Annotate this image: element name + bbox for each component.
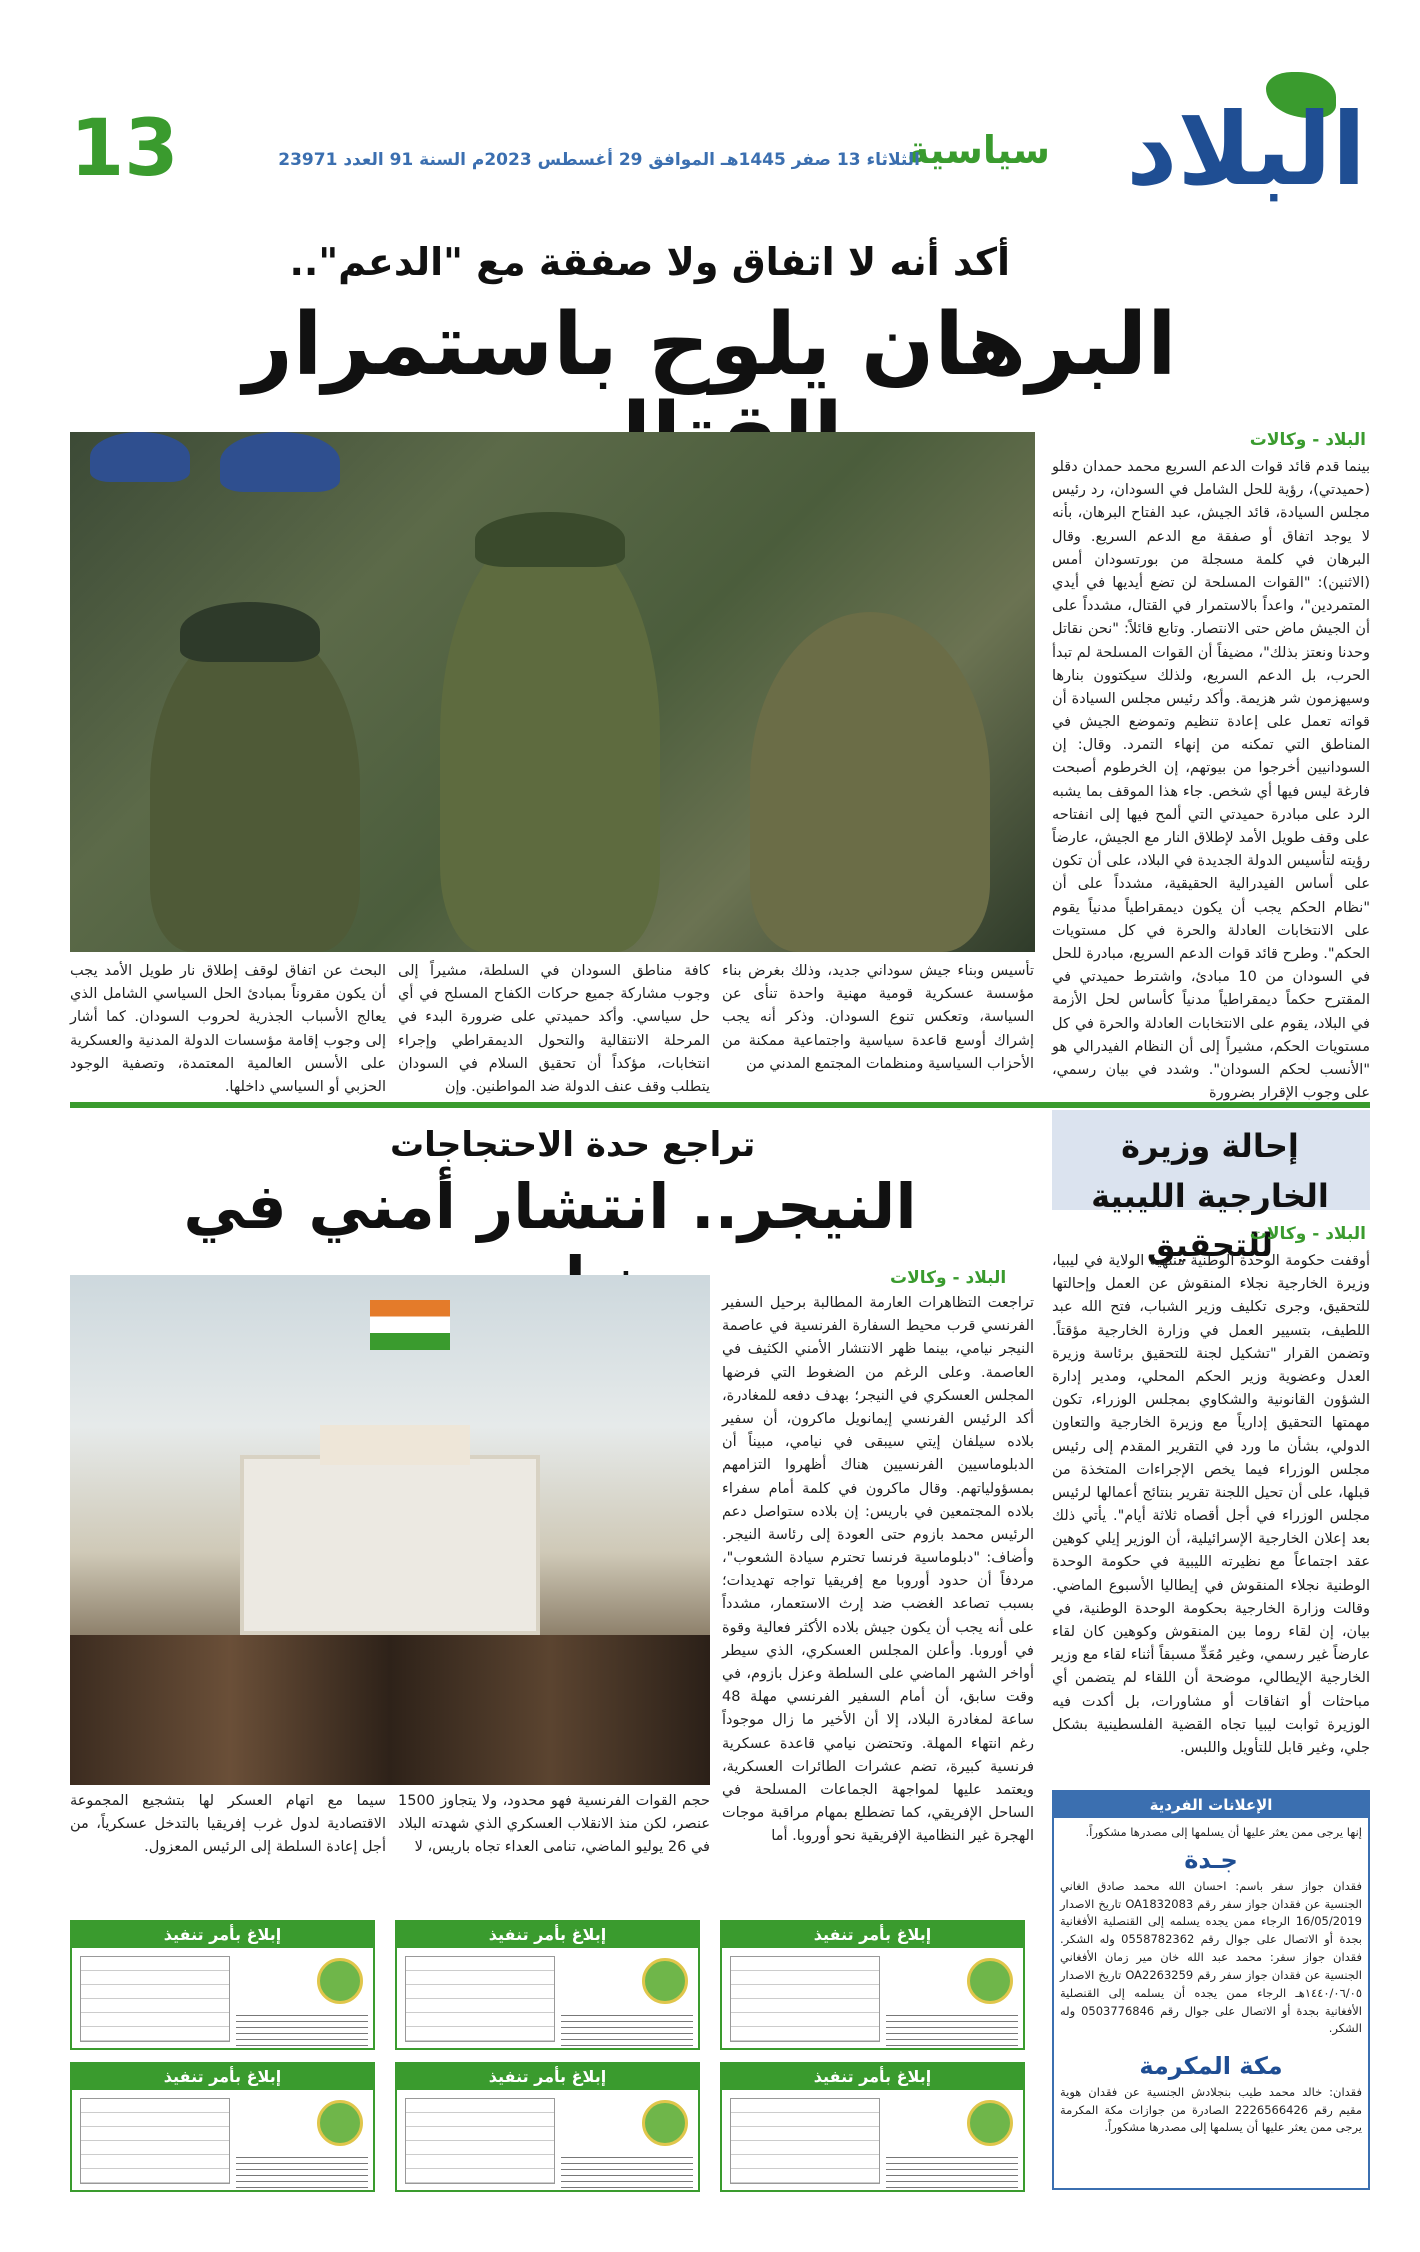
newspaper-logo [1066, 80, 1366, 210]
notice-table [80, 2098, 230, 2184]
story1-column-a: تأسيس وبناء جيش سوداني جديد، وذلك بغرض بناء مؤسسة عسكرية قومية مهنية واحدة تنأى عن السياسة، وتعكس تنوع السودان. وذكر أنه يجب إشراك أوسع قاعدة سياسية واجتماعية ممكنة من الأحزاب السياسية ومنظمات المجتمع المدني من [722, 963, 1034, 1072]
story2-headline: النيجر.. انتشار أمني في [183, 1170, 917, 1243]
court-seal-icon [642, 1958, 688, 2004]
classifieds-box [1052, 1790, 1370, 2190]
dateline: الثلاثاء 13 صفر 1445هـ الموافق 29 أغسطس 2023م السنة 91 العدد 23971 [278, 150, 920, 170]
story3-headline: إحالة وزيرة الخارجية الليبية للتحقيق [1091, 1127, 1329, 1265]
page-number: 13 [70, 104, 179, 194]
story1-column-right: بينما قدم قائد قوات الدعم السريع محمد حمدان دقلو (حميدتي)، رؤية للحل الشامل في السودان، رد رئيس مجلس السيادة، قائد الجيش، عبد الفتاح البرهان، بأنه لا يوجد اتفاق أو صفقة مع الدعم السريع. وقال البرهان في كلمة مسجلة من بورتسودان أمس (الاثنين): "القوات المسلحة لن تضع أيديها في أيدي المتمردين"، واعداً بالاستمرار في القتال، مشدداً على أن الجيش ماض حتى الانتصار. وتابع قائلاً: "نحن نقاتل وحدنا ونعتز بذلك"، مضيفاً أن القوات المسلحة لم تبدأ الحرب، بل الدعم السريع، ولذلك سيكتوون بنارها وسيهزمون شر هزيمة. وأكد رئيس مجلس السيادة أن قواته تعمل على إعادة تنظيم وتموضع الجيش في المناطق التي تمكنه من إنهاء التمرد. وقال: إن السودانيين أخرجوا من بيوتهم، إن الخرطوم أصبحت فارغة ليس فيها أي شخص. جاء هذا الموقف بما يشبه الرد على مبادرة حميدتي التي ألمح فيها إلى انفتاحه على وقف طويل الأمد لإطلاق النار مع الجيش، عارضاً رؤيته لتأسيس الدولة الجديدة في البلاد، على أن تكون على أساس الفيدرالية الحقيقية، مشدداً على أن "نظام الحكم يجب أن يكون ديمقراطياً مدنياً يقوم على الانتخابات العادلة والحرة في كل مستويات الحكم". وطرح قائد قوات الدعم السريع، مبادرة للحل في السودان من 10 مبادئ، واشترط حميدتي في المقترح حكماً ديمقراطياً مدنياً كأساس لحل الأزمة في البلاد، يقوم على الانتخابات العادلة والحرة في كل مستويات الحكم، مشيراً إلى أن النظام الفيدرالي هو "الأنسب لحكم السودان". وشدد في بيان رسمي، على وجوب الإقرار بضرورة [1052, 459, 1371, 1102]
court-seal-icon [967, 2100, 1013, 2146]
classifieds-intro: إنها يرجى ممن يعثر عليها أن يسلمها إلى مصدرها مشكوراً. [1085, 1825, 1362, 1839]
execution-notice-6 [70, 2062, 375, 2192]
logo-text: البلاد [1126, 91, 1366, 208]
notice-title: إبلاغ بأمر تنفيذ [397, 2064, 698, 2090]
story3-body: أوقفت حكومة الوحدة الوطنية منتهية الولاية في ليبيا، وزيرة الخارجية نجلاء المنقوش عن العمل وإحالتها للتحقيق، وجرى تكليف وزير الشباب، فتح الله عبد اللطيف، بتسيير العمل في وزارة الخارجية مؤقتاً. وتضمن القرار "تشكيل لجنة للتحقيق برئاسة وزيرة العدل وعضوية وزير الحكم المحلي، ومدير إدارة الشؤون القانونية والشكاوي بمجلس الوزراء، تكون مهمتها التحقيق إدارياً مع وزيرة الخارجية والتعاون الدولي، بشأن ما ورد في التقرير المقدم إلى رئيس مجلس الوزراء فيما يخص الإجراءات المتخذة من قبلها، على أن تحيل اللجنة تقرير بنتائج أعمالها لرئيس مجلس الوزراء في أجل أقصاه ثلاثة أيام". يأتي ذلك بعد إعلان الخارجية الإسرائيلية، أن الوزير إيلي كوهين عقد اجتماعاً مع نظيرته الليبية في حكومة الوحدة الوطنية نجلاء المنقوش في إيطاليا الأسبوع الماضي. وقالت وزارة الخارجية بحكومة الوحدة الوطنية، في بيان، إن لقاء روما بين المنقوش وكوهين كان لقاء عارضاً غير رسمي، وغير مُعَدٍّ مسبقاً أثناء لقاء مع وزير الخارجية الإيطالي، موضحة أن اللقاء لم يتضمن أي مباحثات أو اتفاقات أو مشاورات، بل أكدت فيه الوزيرة ثوابت ليبيا تجاه القضية الفلسطينية بشكل جلي، وغير قابل للتأويل واللبس. [1052, 1253, 1370, 1756]
classifieds-city-makkah: مكة المكرمة [1139, 2051, 1283, 2080]
notice-title: إبلاغ بأمر تنفيذ [397, 1922, 698, 1948]
notice-text [236, 2152, 368, 2188]
execution-notice-3 [70, 1920, 375, 2050]
notice-title: إبلاغ بأمر تنفيذ [722, 2064, 1023, 2090]
notice-title: إبلاغ بأمر تنفيذ [72, 2064, 373, 2090]
story1-photo [70, 432, 1035, 952]
execution-notice-1 [720, 1920, 1025, 2050]
story2-column-a: حجم القوات الفرنسية فهو محدود، ولا يتجاوز 1500 عنصر، لكن منذ الانقلاب العسكري الذي شهدته البلاد في 26 يوليو الماضي، تنامى العداء تجاه باريس، لا [398, 1793, 710, 1856]
section-divider [70, 1102, 1370, 1108]
notice-table [730, 2098, 880, 2184]
story1-headline: البرهان يلوح باستمرار [243, 295, 1177, 395]
photo-figure [440, 522, 660, 952]
photo-figure [475, 512, 625, 567]
notice-text [561, 2010, 693, 2046]
execution-notice-4 [720, 2062, 1025, 2192]
court-seal-icon [967, 1958, 1013, 2004]
court-seal-icon [642, 2100, 688, 2146]
notice-text [886, 2010, 1018, 2046]
story1-kicker: أكد أنه لا اتفاق ولا صفقة مع "الدعم".. [289, 240, 1010, 284]
execution-notice-2 [395, 1920, 700, 2050]
photo-figure [750, 612, 990, 952]
photo-figure [220, 432, 340, 492]
notice-title: إبلاغ بأمر تنفيذ [72, 1922, 373, 1948]
story2-photo [70, 1275, 710, 1780]
notice-table [405, 2098, 555, 2184]
story3-byline: البلاد - وكالات [1249, 1224, 1366, 1244]
notice-table [80, 1956, 230, 2042]
photo-building [240, 1455, 540, 1635]
story2-column-right: تراجعت التظاهرات العارمة المطالبة برحيل السفير الفرنسي قرب محيط السفارة الفرنسية في عاصمة النيجر نيامي، بينما ظهر الانتشار الأمني الكثيف في العاصمة. وعلى الرغم من الضغوط التي فرضها المجلس العسكري في النيجر؛ بهدف دفعه للمغادرة، أكد الرئيس الفرنسي إيمانويل ماكرون، أن سفير بلاده سيلفان إيتي سيبقى في نيامي، مبيناً أن الدبلوماسيين الفرنسيين هناك أظهروا التزامهم بمسؤولياتهم. وقال ماكرون في كلمة أمام سفراء بلاده المجتمعين في باريس: إن بلاده ستواصل دعم الرئيس محمد بازوم حتى العودة إلى رئاسة النيجر. وأضاف: "دبلوماسية فرنسا تحترم سيادة الشعوب"، مردفاً أن حدود أوروبا مع إفريقيا تواجه تهديدات؛ بسبب تصاعد الغضب ضد إرث الاستعمار، مشدداً على أنه يجب أن يكون جيش بلاده الأكثر فعالية وقوة في أوروبا. وأعلن المجلس العسكري، الذي سيطر أواخر الشهر الماضي على السلطة وعزل بازوم، في وقت سابق، أن أمام السفير الفرنسي مهلة 48 ساعة لمغادرة البلاد، إلا أن الأخير ما زال موجوداً رغم انتهاء المهلة. وتحتضن نيامي قاعدة عسكرية فرنسية كبيرة، تضم عشرات الطائرات العسكرية، ويعتمد عليها لمواجهة الجماعات المسلحة في الساحل الإفريقي، كما تضطلع بمهام مراقبة موجات الهجرة غير النظامية الإفريقية نحو أوروبا. أما [722, 1295, 1034, 1845]
notice-text [236, 2010, 368, 2046]
photo-arch [320, 1425, 470, 1465]
execution-notice-5 [395, 2062, 700, 2192]
classifieds-title: الإعلانات الفردية [1054, 1792, 1368, 1818]
notice-text [561, 2152, 693, 2188]
notice-table [405, 1956, 555, 2042]
story2-kicker: تراجع حدة الاحتجاجات [390, 1125, 756, 1165]
story1-column-b: كافة مناطق السودان في السلطة، مشيراً إلى وجوب مشاركة جميع حركات الكفاح المسلح في أي حل سياسي. وأكد حميدتي على ضرورة البدء في المرحلة الانتقالية والتحول الديمقراطي وإجراء انتخابات، مؤكداً أن تحقيق السلام في السودان يتطلب وقف عنف الدولة ضد المواطنين. وإن [398, 963, 710, 1095]
story2-column-b: سيما مع اتهام العسكر لها بتشجيع المجموعة الاقتصادية لدول غرب إفريقيا بالتدخل عسكرياً، من أجل إعادة السلطة إلى الرئيس المعزول. [70, 1793, 386, 1856]
story1-column-c: البحث عن اتفاق لوقف إطلاق نار طويل الأمد يجب أن يكون مقروناً بمبادئ الحل السياسي الشامل الذي يعالج الأسباب الجذرية لحروب السودان. كما أشار إلى وجوب إقامة مؤسسات الدولة المدنية والعسكرية على الأسس العالمية المعتمدة، وتصفية الوجود الحزبي أو السياسي داخلها. [70, 963, 386, 1095]
section-label: سياسية [906, 128, 1050, 172]
classifieds-text-makkah: فقدان: خالد محمد طيب بنجلادش الجنسية عن فقدان هوية مقيم رقم 2226566426 الصادرة من جوازات مكة المكرمة يرجى ممن يعثر عليها أن يسلمها إلى مصدرها مشكوراً. [1060, 2084, 1363, 2135]
photo-figure [150, 622, 360, 952]
photo-figure [90, 432, 190, 482]
court-seal-icon [317, 1958, 363, 2004]
notice-table [730, 1956, 880, 2042]
classifieds-text-jeddah: فقدان جواز سفر باسم: احسان الله محمد صادق الغاني الجنسية عن فقدان جواز سفر رقم OA1832083 تاريخ الاصدار 16/05/2019 الرجاء ممن يجده يسلمه إلى القنصلية الأفغانية بجدة أو الاتصال على جوال رقم 0558782362 وله الشكر. فقدان جواز سفر: محمد عبد الله خان مير زمان الأفغاني الجنسية عن فقدان جواز سفر رقم OA2263259 تاريخ الاصدار ١٤٤٠/٠٦/٠٥هـ الرجاء ممن يجده أن يسلمه إلى القنصلية الأفغانية بجدة أو الاتصال على جوال رقم 0503776846 وله الشكر. [1060, 1878, 1363, 2036]
photo-flag [370, 1300, 450, 1350]
notice-text [886, 2152, 1018, 2188]
story2-byline: البلاد - وكالات [890, 1268, 1007, 1288]
court-seal-icon [317, 2100, 363, 2146]
notice-title: إبلاغ بأمر تنفيذ [722, 1922, 1023, 1948]
classifieds-city-jeddah: جـدة [1184, 1845, 1238, 1874]
photo-figure [180, 602, 320, 662]
story1-byline: البلاد - وكالات [1249, 430, 1366, 450]
photo-crowd [70, 1635, 710, 1785]
